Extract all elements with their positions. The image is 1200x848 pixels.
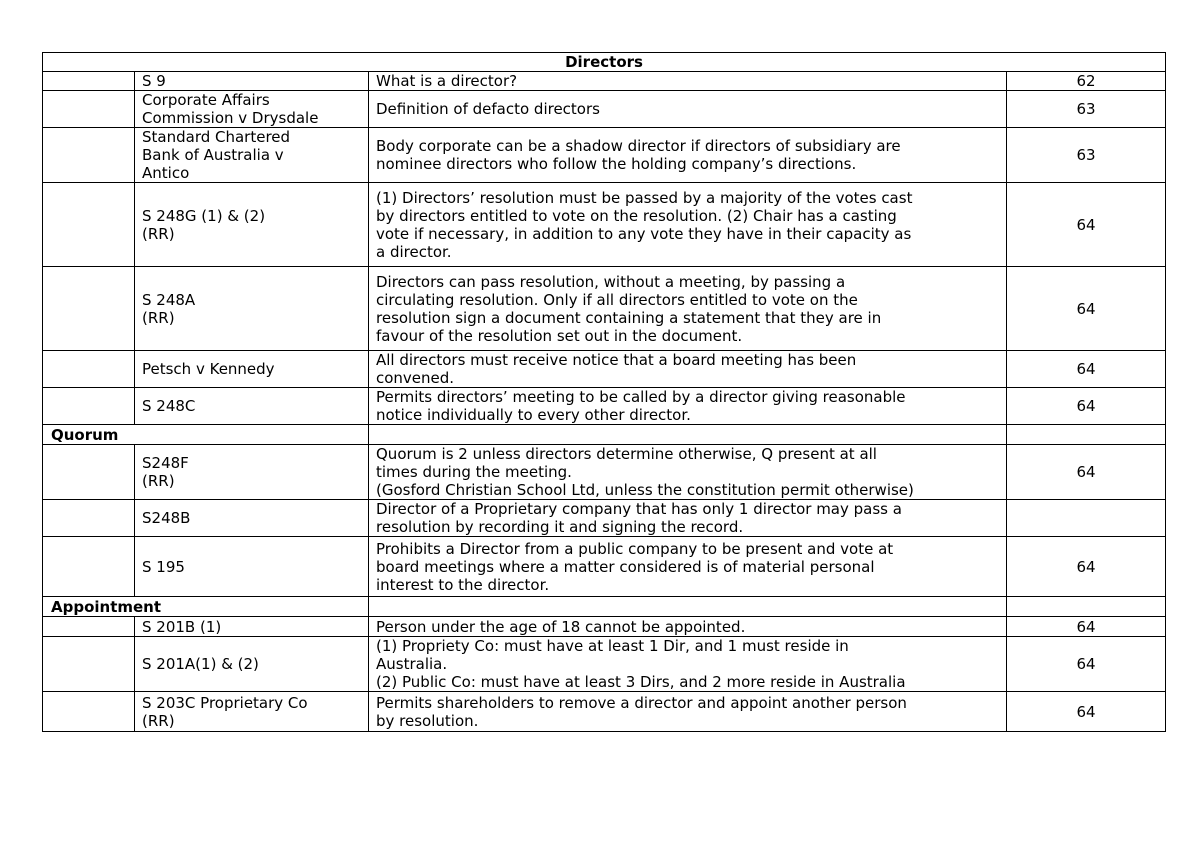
directors-table [42, 52, 1166, 732]
section-heading: Quorum [43, 425, 369, 445]
page-number-cell: 64 [1007, 351, 1166, 388]
table-body [43, 72, 1166, 732]
page-number-cell: 64 [1007, 692, 1166, 732]
table-row [43, 91, 1166, 128]
table-row [43, 692, 1166, 732]
table-row [43, 445, 1166, 500]
description-cell: Director of a Proprietary company that has only 1 director may pass a resolution by recording it and signing the record. [369, 500, 1007, 537]
empty-cell [43, 617, 135, 637]
page-number-cell: 64 [1007, 267, 1166, 351]
page-number-cell: 64 [1007, 537, 1166, 597]
reference-cell: S248F (RR) [135, 445, 369, 500]
table-row [43, 128, 1166, 183]
empty-cell [43, 267, 135, 351]
empty-cell [43, 692, 135, 732]
description-cell: Prohibits a Director from a public company to be present and vote at board meetings where a matter considered is of material personal interest to the director. [369, 537, 1007, 597]
empty-cell [43, 500, 135, 537]
table-row [43, 388, 1166, 425]
empty-cell [43, 128, 135, 183]
table-row [43, 500, 1166, 537]
empty-cell [1007, 425, 1166, 445]
empty-cell [43, 183, 135, 267]
reference-cell: S 248A (RR) [135, 267, 369, 351]
empty-cell [43, 637, 135, 692]
page-number-cell: 64 [1007, 388, 1166, 425]
page-number-cell [1007, 500, 1166, 537]
reference-cell: S248B [135, 500, 369, 537]
reference-cell: S 201B (1) [135, 617, 369, 637]
empty-cell [369, 597, 1007, 617]
section-row [43, 597, 1166, 617]
empty-cell [43, 351, 135, 388]
page-number-cell: 64 [1007, 445, 1166, 500]
description-cell: Directors can pass resolution, without a meeting, by passing a circulating resolution. Only if all directors entitled to vote on the resolution sign a document containing a statement that they are in favour of the resolution set out in the document. [369, 267, 1007, 351]
reference-cell: Petsch v Kennedy [135, 351, 369, 388]
empty-cell [43, 445, 135, 500]
empty-cell [43, 388, 135, 425]
table-row [43, 183, 1166, 267]
reference-cell: S 201A(1) & (2) [135, 637, 369, 692]
description-cell: (1) Directors’ resolution must be passed by a majority of the votes cast by directors entitled to vote on the resolution. (2) Chair has a casting vote if necessary, in addition to any vote they have in their capacity as a director. [369, 183, 1007, 267]
reference-cell: S 203C Proprietary Co (RR) [135, 692, 369, 732]
reference-cell: Corporate Affairs Commission v Drysdale [135, 91, 369, 128]
page-number-cell: 63 [1007, 91, 1166, 128]
table-row [43, 351, 1166, 388]
description-cell: (1) Propriety Co: must have at least 1 Dir, and 1 must reside in Australia. (2) Public Co: must have at least 3 Dirs, and 2 more reside in Australia [369, 637, 1007, 692]
empty-cell [1007, 597, 1166, 617]
page-number-cell: 63 [1007, 128, 1166, 183]
page-number-cell: 62 [1007, 72, 1166, 91]
table-title: Directors [43, 53, 1166, 72]
table-row [43, 617, 1166, 637]
title-row [43, 53, 1166, 72]
description-cell: Permits shareholders to remove a director and appoint another person by resolution. [369, 692, 1007, 732]
reference-cell: Standard Chartered Bank of Australia v Antico [135, 128, 369, 183]
reference-cell: S 248C [135, 388, 369, 425]
table-row [43, 537, 1166, 597]
reference-cell: S 248G (1) & (2) (RR) [135, 183, 369, 267]
empty-cell [369, 425, 1007, 445]
table-row [43, 637, 1166, 692]
empty-cell [43, 91, 135, 128]
section-row [43, 425, 1166, 445]
description-cell: What is a director? [369, 72, 1007, 91]
reference-cell: S 195 [135, 537, 369, 597]
page-number-cell: 64 [1007, 637, 1166, 692]
table-row [43, 267, 1166, 351]
description-cell: Body corporate can be a shadow director if directors of subsidiary are nominee directors who follow the holding company’s directions. [369, 128, 1007, 183]
page-number-cell: 64 [1007, 617, 1166, 637]
description-cell: Permits directors’ meeting to be called by a director giving reasonable notice individually to every other director. [369, 388, 1007, 425]
reference-cell: S 9 [135, 72, 369, 91]
description-cell: All directors must receive notice that a board meeting has been convened. [369, 351, 1007, 388]
page-number-cell: 64 [1007, 183, 1166, 267]
description-cell: Quorum is 2 unless directors determine otherwise, Q present at all times during the meeting. (Gosford Christian School Ltd, unless the constitution permit otherwise) [369, 445, 1007, 500]
empty-cell [43, 72, 135, 91]
table-row [43, 72, 1166, 91]
description-cell: Person under the age of 18 cannot be appointed. [369, 617, 1007, 637]
section-heading: Appointment [43, 597, 369, 617]
empty-cell [43, 537, 135, 597]
description-cell: Definition of defacto directors [369, 91, 1007, 128]
